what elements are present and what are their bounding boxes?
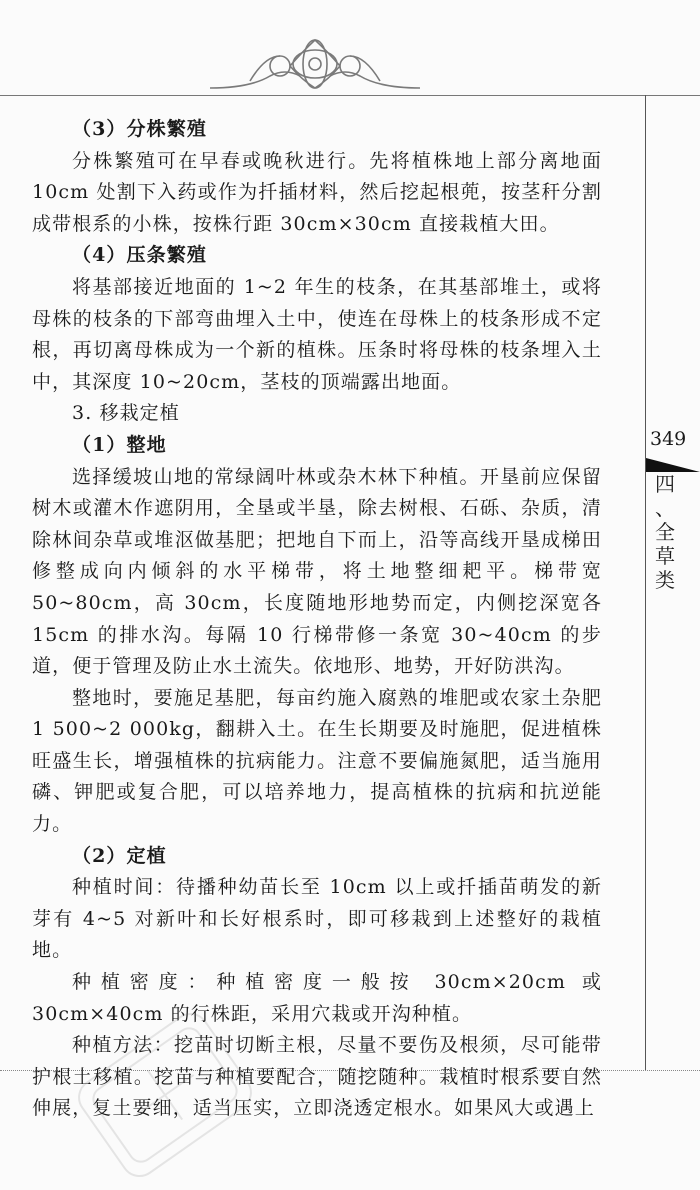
paragraph: 分株繁殖可在早春或晚秋进行。先将植株地上部分离地面10cm 处割下入药或作为扦插材料，然后挖起根蔸，按茎秆分割成带根系的小株，按株行距 30cm×30cm 直接栽植大田。 <box>32 149 602 235</box>
subheading: （2）定植 <box>72 844 167 867</box>
chapter-tab-char: 、 <box>655 496 675 520</box>
subheading: （1）整地 <box>72 433 167 456</box>
paragraph: 选择缓坡山地的常绿阔叶林或杂木林下种植。开垦前应保留树木或灌木作遮阴用，全垦或半垦，除去树根、石砾、杂质，清除林间杂草或堆沤做基肥；把地自下而上，沿等高线开垦成梯田修整成向内倾斜的水平梯带，将土地整细耙平。梯带宽 50~80cm，高 30cm，长度随地形地势而定，内侧挖深宽各 15cm 的排水沟。每隔 10 行梯带修一条宽 30~40cm 的步道，便于管理及防止水土流失。依地形、地势，开好防洪沟。 <box>32 465 602 678</box>
page-body <box>32 114 602 1125</box>
chapter-tab-char: 四 <box>655 472 675 496</box>
top-rule <box>0 95 700 96</box>
subheading: （3）分株繁殖 <box>72 118 207 140</box>
watermark-seal <box>70 1000 260 1190</box>
chapter-marker <box>646 458 700 472</box>
margin-line <box>645 95 646 1070</box>
chapter-tab-char: 草 <box>655 544 675 568</box>
chapter-tab-char: 类 <box>655 568 675 592</box>
chapter-tab <box>654 472 676 592</box>
paragraph: 整地时，要施足基肥，每亩约施入腐熟的堆肥或农家土杂肥1 500~2 000kg，翻耕入土。在生长期要及时施肥，促进植株旺盛生长，增强植株的抗病能力。注意不要偏施氮肥，适当施用磷、钾肥或复合肥，可以培养地力，提高植株的抗病和抗逆能力。 <box>32 686 602 836</box>
page-number: 349 <box>650 428 687 450</box>
paragraph: 将基部接近地面的 1~2 年生的枝条，在其基部堆土，或将母株的枝条的下部弯曲埋入土中，使连在母株上的枝条形成不定根，再切离母株成为一个新的植株。压条时将母株的枝条埋入土中，其深度 10~20cm，茎枝的顶端露出地面。 <box>32 275 602 393</box>
chapter-tab-char: 全 <box>655 520 675 544</box>
header-ornament <box>210 26 420 96</box>
paragraph: 种植时间：待播种幼苗长至 10cm 以上或扦插苗萌发的新芽有 4~5 对新叶和长好根系时，即可移栽到上述整好的栽植地。 <box>32 876 602 962</box>
paragraph: 种植密度：种植密度一般按 30cm×20cm 或 30cm×40cm 的行株距，采用穴栽或开沟种植。 <box>32 971 602 1025</box>
subheading: （4）压条繁殖 <box>72 244 207 267</box>
paragraph: 种植方法：挖苗时切断主根，尽量不要伤及根须，尽可能带护根土移植。挖苗与种植要配合，随挖随种。栽植时根系要自然伸展，复土要细，适当压实，立即浇透定根水。如果风大或遇上 <box>32 1034 602 1120</box>
section-heading: 3. 移栽定植 <box>72 402 180 425</box>
